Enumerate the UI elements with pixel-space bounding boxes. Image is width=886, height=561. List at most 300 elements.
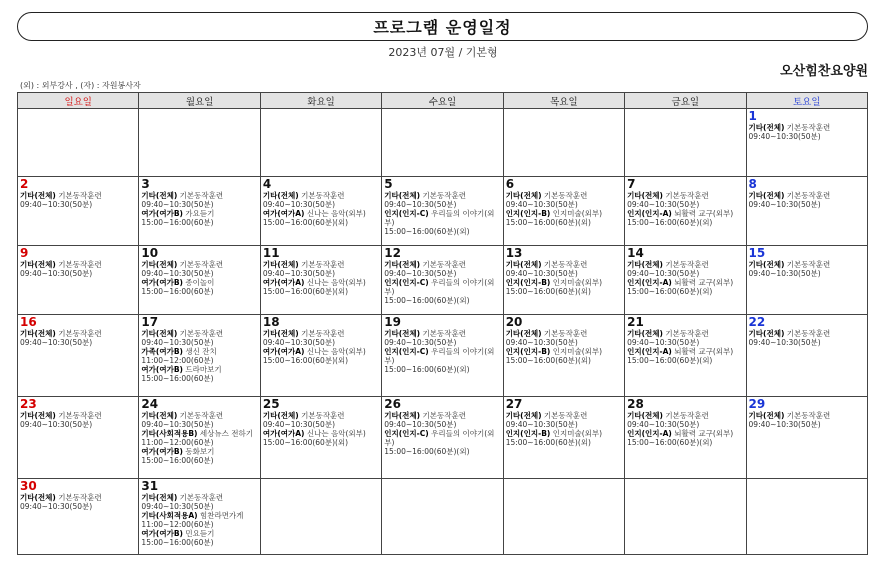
event-category: 기타(전체) [748, 190, 785, 200]
event-category: 기타(전체) [748, 122, 785, 132]
program-event [506, 209, 622, 227]
event-category: 기타(전체) [141, 492, 178, 502]
calendar-week-row [18, 479, 868, 555]
calendar-day-cell [18, 177, 139, 246]
day-number: 15 [748, 246, 766, 260]
event-name: 기본동작훈련 [665, 259, 709, 269]
event-name: 뇌활력 교구(외부) [674, 277, 734, 287]
program-event [20, 493, 136, 511]
event-category: 기타(전체) [627, 259, 663, 269]
event-name: 뇌활력 교구(외부) [674, 346, 734, 356]
calendar-day-cell [18, 315, 139, 397]
event-category: 기타(전체) [141, 259, 178, 269]
event-name: 인지미술(외부) [552, 208, 603, 218]
event-category: 기타(전체) [141, 190, 178, 200]
day-number: 25 [262, 397, 280, 411]
program-event [384, 411, 500, 429]
day-number: 9 [20, 246, 29, 260]
event-time: 15:00~16:00(60분) [141, 218, 214, 228]
event-time: 15:00~16:00(60분)(외) [627, 438, 713, 448]
calendar-day-cell [625, 315, 746, 397]
event-category: 여가(여가A) [262, 428, 305, 438]
event-category: 기타(전체) [20, 190, 56, 200]
day-number: 16 [20, 315, 37, 329]
event-name: 종이놀이 [185, 277, 215, 287]
day-number: 29 [748, 397, 766, 411]
calendar-empty-cell [503, 479, 624, 555]
calendar-day-cell [382, 177, 503, 246]
event-time: 15:00~16:00(60분) [141, 287, 214, 297]
day-number: 19 [384, 315, 401, 329]
calendar-day-cell [382, 246, 503, 315]
day-number: 14 [627, 246, 644, 260]
event-category: 기타(전체) [262, 410, 299, 420]
calendar-week-row [18, 246, 868, 315]
event-name: 기본동작훈련 [543, 259, 588, 269]
event-time: 15:00~16:00(60분)(외) [505, 438, 591, 448]
program-event [141, 493, 257, 511]
event-time: 09:40~10:30(50분) [20, 337, 93, 347]
calendar-day-cell [18, 397, 139, 479]
event-name: 기본동작훈련 [665, 328, 709, 338]
event-category: 기타(전체) [20, 259, 56, 269]
calendar-day-cell [746, 315, 867, 397]
event-name: 기본동작훈련 [422, 328, 466, 338]
event-time: 09:40~10:30(50분) [141, 501, 214, 511]
calendar-day-cell [625, 397, 746, 479]
event-time: 09:40~10:30(50분) [384, 199, 457, 209]
program-event [141, 329, 257, 347]
page-subtitle: 2023년 07월 / 기본형 [388, 46, 498, 59]
event-name: 신나는 음악(외부) [306, 277, 366, 287]
program-event [627, 429, 743, 447]
event-time: 15:00~16:00(60분) [141, 538, 214, 548]
event-name: 기본동작훈련 [543, 328, 588, 338]
event-category: 기타(전체) [505, 328, 542, 338]
calendar-body [18, 109, 868, 555]
program-event [749, 260, 865, 278]
program-event [384, 260, 500, 278]
program-event [506, 278, 622, 296]
program-event [141, 278, 257, 296]
program-event [20, 260, 136, 278]
day-number: 21 [627, 315, 644, 329]
event-category: 기타(전체) [20, 492, 56, 502]
calendar-day-cell [382, 397, 503, 479]
event-name: 뇌활력 교구(외부) [674, 208, 734, 218]
day-number: 26 [384, 397, 401, 411]
event-name: 기본동작훈련 [179, 259, 224, 269]
legend-note: (외) : 외부강사 , (자) : 자원봉사자 [20, 81, 141, 90]
event-time: 15:00~16:00(60분)(외) [627, 218, 713, 228]
event-time: 09:40~10:30(50분) [262, 199, 335, 209]
event-time: 09:40~10:30(50분) [384, 268, 457, 278]
event-time: 15:00~16:00(60분)(외) [384, 447, 470, 457]
program-event [506, 411, 622, 429]
event-name: 기본동작훈련 [422, 190, 466, 200]
event-category: 기타(사회적용A) [141, 510, 198, 520]
event-time: 15:00~16:00(60분)(외) [262, 438, 349, 448]
event-time: 09:40~10:30(50분) [141, 337, 214, 347]
day-number: 27 [505, 397, 523, 411]
program-event [141, 429, 257, 447]
event-name: 기본동작훈련 [665, 410, 709, 420]
event-category: 여가(여가A) [262, 346, 305, 356]
event-category: 기타(전체) [262, 190, 299, 200]
event-category: 여가(여가A) [262, 208, 305, 218]
calendar-week-row [18, 397, 868, 479]
day-number: 24 [141, 397, 159, 411]
event-name: 기본동작훈련 [179, 328, 224, 338]
event-time: 11:00~12:00(60분) [141, 520, 214, 530]
calendar-week-row [18, 315, 868, 397]
event-name: 동화보기 [185, 447, 215, 457]
day-number: 1 [748, 109, 757, 123]
day-number: 28 [627, 397, 644, 411]
program-event [141, 511, 257, 529]
program-event [263, 411, 379, 429]
day-number: 2 [20, 177, 29, 191]
event-time: 15:00~16:00(60분)(외) [627, 356, 713, 366]
program-event [20, 329, 136, 347]
page-title: 프로그램 운영일정 [373, 18, 512, 37]
event-name: 우리들의 이야기(외부) [384, 346, 495, 366]
event-time: 09:40~10:30(50분) [20, 419, 93, 429]
event-name: 인지미술(외부) [552, 428, 603, 438]
event-name: 기본동작훈련 [786, 328, 831, 338]
program-event [263, 260, 379, 278]
program-event [263, 329, 379, 347]
program-event [20, 191, 136, 209]
calendar-day-cell [503, 177, 624, 246]
event-category: 기타(전체) [262, 259, 299, 269]
calendar-empty-cell [503, 109, 624, 177]
day-number: 6 [505, 177, 515, 191]
weekday-header-monday: 월요일 [139, 93, 260, 109]
calendar-day-cell [625, 246, 746, 315]
event-name: 생신 잔치 [185, 346, 217, 356]
program-event [627, 329, 743, 347]
event-name: 기본동작훈련 [665, 190, 709, 200]
event-name: 기본동작훈련 [179, 410, 224, 420]
event-time: 09:40~10:30(50분) [505, 268, 578, 278]
event-name: 우리들의 이야기(외부) [384, 428, 495, 448]
event-time: 09:40~10:30(50분) [748, 199, 821, 209]
event-time: 15:00~16:00(60분)(외) [384, 227, 470, 237]
event-time: 09:40~10:30(50분) [384, 419, 457, 429]
event-category: 기타(전체) [627, 328, 663, 338]
calendar-day-cell [746, 109, 867, 177]
event-time: 11:00~12:00(60분) [141, 356, 214, 366]
event-name: 기본동작훈련 [422, 410, 466, 420]
event-category: 기타(전체) [748, 328, 785, 338]
event-category: 기타(전체) [505, 410, 542, 420]
event-name: 기본동작훈련 [58, 328, 102, 338]
program-event [627, 191, 743, 209]
day-number: 18 [262, 315, 280, 329]
day-number: 10 [141, 246, 159, 260]
event-category: 가족(여가B) [141, 346, 183, 356]
program-event [384, 347, 500, 374]
calendar-day-cell [18, 246, 139, 315]
calendar-empty-cell [139, 109, 260, 177]
program-event [627, 278, 743, 296]
event-time: 09:40~10:30(50분) [262, 419, 335, 429]
event-name: 기본동작훈련 [58, 259, 102, 269]
event-time: 09:40~10:30(50분) [748, 337, 821, 347]
weekday-header-row [18, 93, 868, 109]
program-event [263, 429, 379, 447]
event-category: 인지(인지-A) [627, 428, 672, 438]
calendar-week-row [18, 177, 868, 246]
event-category: 인지(인지-A) [627, 346, 672, 356]
day-number: 30 [20, 479, 37, 493]
day-number: 5 [384, 177, 393, 191]
calendar-day-cell [503, 246, 624, 315]
calendar-table [17, 92, 868, 555]
event-category: 기타(전체) [748, 259, 785, 269]
event-name: 민요듣기 [185, 529, 215, 539]
event-name: 기본동작훈련 [179, 190, 224, 200]
event-name: 가요듣기 [185, 208, 215, 218]
program-event [263, 209, 379, 227]
event-time: 09:40~10:30(50분) [20, 268, 93, 278]
program-event [506, 191, 622, 209]
calendar-day-cell [139, 246, 260, 315]
event-time: 15:00~16:00(60분)(외) [505, 218, 591, 228]
event-category: 여가(여가B) [141, 277, 183, 287]
calendar-day-cell [139, 315, 260, 397]
program-event [141, 191, 257, 209]
event-category: 인지(인지-B) [505, 208, 551, 218]
event-time: 15:00~16:00(60분) [141, 374, 214, 384]
event-name: 신나는 음악(외부) [306, 428, 366, 438]
event-category: 기타(전체) [141, 410, 178, 420]
program-event [263, 278, 379, 296]
program-event [627, 209, 743, 227]
event-name: 기본동작훈련 [58, 492, 102, 502]
event-time: 09:40~10:30(50분) [20, 501, 93, 511]
event-name: 신나는 음악(외부) [306, 346, 366, 356]
program-event [749, 123, 865, 141]
event-name: 기본동작훈련 [786, 259, 831, 269]
event-name: 인지미술(외부) [552, 277, 603, 287]
program-event [141, 529, 257, 547]
program-event [141, 447, 257, 465]
calendar-empty-cell [260, 479, 381, 555]
event-name: 기본동작훈련 [301, 328, 345, 338]
program-event [506, 429, 622, 447]
event-category: 기타(전체) [384, 259, 421, 269]
event-name: 인지미술(외부) [552, 346, 603, 356]
day-number: 13 [505, 246, 523, 260]
calendar-day-cell [746, 246, 867, 315]
day-number: 31 [141, 479, 159, 493]
program-event [141, 260, 257, 278]
event-time: 15:00~16:00(60분)(외) [262, 218, 349, 228]
event-category: 기타(전체) [505, 190, 542, 200]
event-time: 09:40~10:30(50분) [627, 199, 700, 209]
calendar-day-cell [746, 177, 867, 246]
program-event [384, 191, 500, 209]
event-time: 15:00~16:00(60분)(외) [627, 287, 713, 297]
calendar-empty-cell [746, 479, 867, 555]
event-time: 15:00~16:00(60분)(외) [384, 296, 470, 306]
day-number: 20 [505, 315, 523, 329]
event-category: 여가(여가B) [141, 365, 183, 375]
event-category: 기타(전체) [384, 410, 421, 420]
calendar-week-row [18, 109, 868, 177]
program-event [20, 411, 136, 429]
day-number: 22 [748, 315, 766, 329]
event-name: 드라마보기 [185, 365, 222, 375]
event-category: 인지(인지-C) [384, 346, 429, 356]
program-event [506, 329, 622, 347]
calendar-day-cell [139, 479, 260, 555]
event-name: 기본동작훈련 [58, 410, 102, 420]
program-event [263, 347, 379, 365]
event-time: 15:00~16:00(60분)(외) [384, 365, 470, 375]
program-event [627, 347, 743, 365]
event-time: 09:40~10:30(50분) [505, 419, 578, 429]
event-name: 우리들의 이야기(외부) [384, 277, 495, 297]
event-time: 09:40~10:30(50분) [505, 199, 578, 209]
event-time: 15:00~16:00(60분)(외) [262, 356, 349, 366]
calendar-day-cell [260, 315, 381, 397]
program-event [141, 365, 257, 383]
calendar-empty-cell [625, 109, 746, 177]
program-event [384, 429, 500, 456]
day-number: 17 [141, 315, 159, 329]
calendar-day-cell [625, 177, 746, 246]
day-number: 4 [262, 177, 272, 191]
event-time: 09:40~10:30(50분) [748, 131, 821, 141]
event-time: 15:00~16:00(60분)(외) [262, 287, 349, 297]
weekday-header-thursday: 목요일 [503, 93, 624, 109]
event-name: 기본동작훈련 [301, 190, 345, 200]
event-time: 09:40~10:30(50분) [627, 419, 700, 429]
event-time: 09:40~10:30(50분) [141, 268, 214, 278]
event-category: 기타(전체) [262, 328, 299, 338]
weekday-header-friday: 금요일 [625, 93, 746, 109]
event-name: 힘찬라면가게 [199, 510, 244, 520]
event-category: 여가(여가B) [141, 208, 183, 218]
event-category: 인지(인지-C) [384, 428, 429, 438]
calendar-empty-cell [260, 109, 381, 177]
program-event [749, 329, 865, 347]
event-name: 기본동작훈련 [543, 410, 588, 420]
event-name: 기본동작훈련 [786, 410, 831, 420]
calendar-day-cell [503, 315, 624, 397]
event-time: 11:00~12:00(60분) [141, 438, 214, 448]
page-title-box [17, 12, 868, 41]
program-event [384, 329, 500, 347]
event-name: 신나는 음악(외부) [306, 208, 366, 218]
calendar-day-cell [382, 315, 503, 397]
event-name: 기본동작훈련 [786, 122, 831, 132]
calendar-day-cell [18, 479, 139, 555]
event-category: 인지(인지-B) [505, 428, 551, 438]
weekday-header-wednesday: 수요일 [382, 93, 503, 109]
event-name: 기본동작훈련 [543, 190, 588, 200]
event-category: 기타(사회적용B) [141, 428, 198, 438]
event-category: 기타(전체) [505, 259, 542, 269]
calendar-empty-cell [382, 109, 503, 177]
day-number: 23 [20, 397, 37, 411]
event-category: 기타(전체) [627, 190, 663, 200]
weekday-header-tuesday: 화요일 [260, 93, 381, 109]
event-category: 기타(전체) [384, 328, 421, 338]
event-category: 기타(전체) [141, 328, 178, 338]
weekday-header-sunday: 일요일 [18, 93, 139, 109]
event-time: 09:40~10:30(50분) [627, 268, 700, 278]
calendar-day-cell [139, 177, 260, 246]
program-event [384, 278, 500, 305]
event-name: 세상뉴스 전하기 [199, 428, 253, 438]
calendar-empty-cell [625, 479, 746, 555]
event-time: 15:00~16:00(60분) [141, 456, 214, 466]
calendar-day-cell [139, 397, 260, 479]
event-time: 09:40~10:30(50분) [262, 268, 335, 278]
program-event [141, 411, 257, 429]
event-category: 기타(전체) [627, 410, 663, 420]
program-event [627, 411, 743, 429]
event-name: 뇌활력 교구(외부) [674, 428, 734, 438]
event-name: 기본동작훈련 [179, 492, 224, 502]
event-name: 우리들의 이야기(외부) [384, 208, 495, 228]
event-category: 기타(전체) [20, 328, 56, 338]
program-event [141, 347, 257, 365]
calendar-day-cell [746, 397, 867, 479]
event-category: 인지(인지-C) [384, 277, 429, 287]
event-time: 09:40~10:30(50분) [384, 337, 457, 347]
event-category: 기타(전체) [748, 410, 785, 420]
event-category: 인지(인지-B) [505, 346, 551, 356]
day-number: 12 [384, 246, 401, 260]
event-time: 15:00~16:00(60분)(외) [505, 356, 591, 366]
program-event [627, 260, 743, 278]
calendar-day-cell [260, 246, 381, 315]
event-time: 09:40~10:30(50분) [505, 337, 578, 347]
calendar-empty-cell [18, 109, 139, 177]
event-time: 09:40~10:30(50분) [141, 199, 214, 209]
event-category: 기타(전체) [384, 190, 421, 200]
day-number: 11 [262, 246, 280, 260]
event-time: 15:00~16:00(60분)(외) [505, 287, 591, 297]
weekday-header-saturday: 토요일 [746, 93, 867, 109]
event-category: 여가(여가B) [141, 447, 183, 457]
program-event [263, 191, 379, 209]
event-category: 인지(인지-A) [627, 208, 672, 218]
event-name: 기본동작훈련 [58, 190, 102, 200]
day-number: 8 [748, 177, 757, 191]
event-name: 기본동작훈련 [422, 259, 466, 269]
event-name: 기본동작훈련 [301, 410, 345, 420]
event-category: 인지(인지-C) [384, 208, 429, 218]
event-category: 기타(전체) [20, 410, 56, 420]
event-time: 09:40~10:30(50분) [20, 199, 93, 209]
day-number: 3 [141, 177, 150, 191]
event-category: 여가(여가A) [262, 277, 305, 287]
organization-name: 오산힘찬요양원 [780, 64, 868, 79]
program-event [141, 209, 257, 227]
day-number: 7 [627, 177, 636, 191]
event-time: 09:40~10:30(50분) [262, 337, 335, 347]
program-event [506, 260, 622, 278]
event-time: 09:40~10:30(50분) [748, 419, 821, 429]
program-event [749, 411, 865, 429]
event-time: 09:40~10:30(50분) [627, 337, 700, 347]
